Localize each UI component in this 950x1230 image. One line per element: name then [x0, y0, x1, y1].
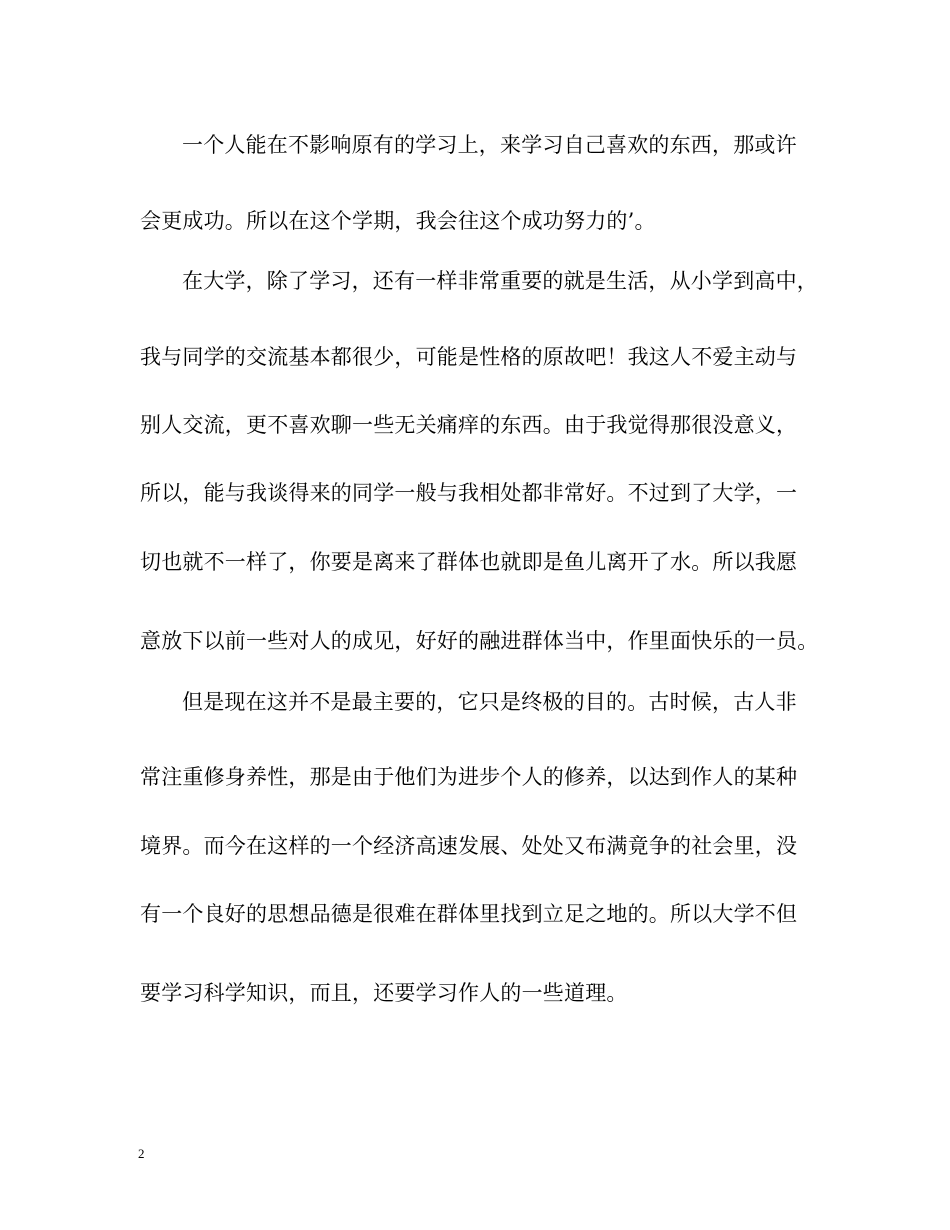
paragraph-3-line-2: 常注重修身养性，那是由于他们为进步个人的修养，以达到作人的某种 [140, 765, 798, 789]
paragraph-1-line-2: 会更成功。所以在这个学期，我会往这个成功努力的’。 [140, 209, 656, 233]
paragraph-1-line-1: 一个人能在不影响原有的学习上，来学习自己喜欢的东西，那或许 [182, 133, 797, 157]
page-number: 2 [138, 1146, 145, 1161]
paragraph-3-line-5: 要学习科学知识，而且，还要学习作人的一些道理。 [140, 981, 628, 1005]
paragraph-2-line-2: 我与同学的交流基本都很少，可能是性格的原故吧！我这人不爱主动与 [140, 345, 798, 369]
paragraph-3-line-4: 有一个良好的思想品德是很难在群体里找到立足之地的。所以大学不但 [140, 902, 798, 926]
paragraph-2-line-3: 别人交流，更不喜欢聊一些无关痛痒的东西。由于我觉得那很没意义， [140, 413, 798, 437]
paragraph-2-line-5: 切也就不一样了，你要是离来了群体也就即是鱼儿离开了水。所以我愿 [140, 550, 798, 574]
paragraph-2-line-6: 意放下以前一些对人的成见，好好的融进群体当中，作里面快乐的一员。 [140, 629, 819, 653]
paragraph-3-line-3: 境界。而今在这样的一个经济高速发展、处处又布满竟争的社会里，没 [140, 834, 798, 858]
paragraph-3-line-1: 但是现在这并不是最主要的，它只是终极的目的。古时候，古人非 [182, 690, 797, 714]
paragraph-2-line-4: 所以，能与我谈得来的同学一般与我相处都非常好。不过到了大学，一 [140, 481, 798, 505]
paragraph-2-line-1: 在大学，除了学习，还有一样非常重要的就是生活，从小学到高中， [182, 269, 818, 293]
